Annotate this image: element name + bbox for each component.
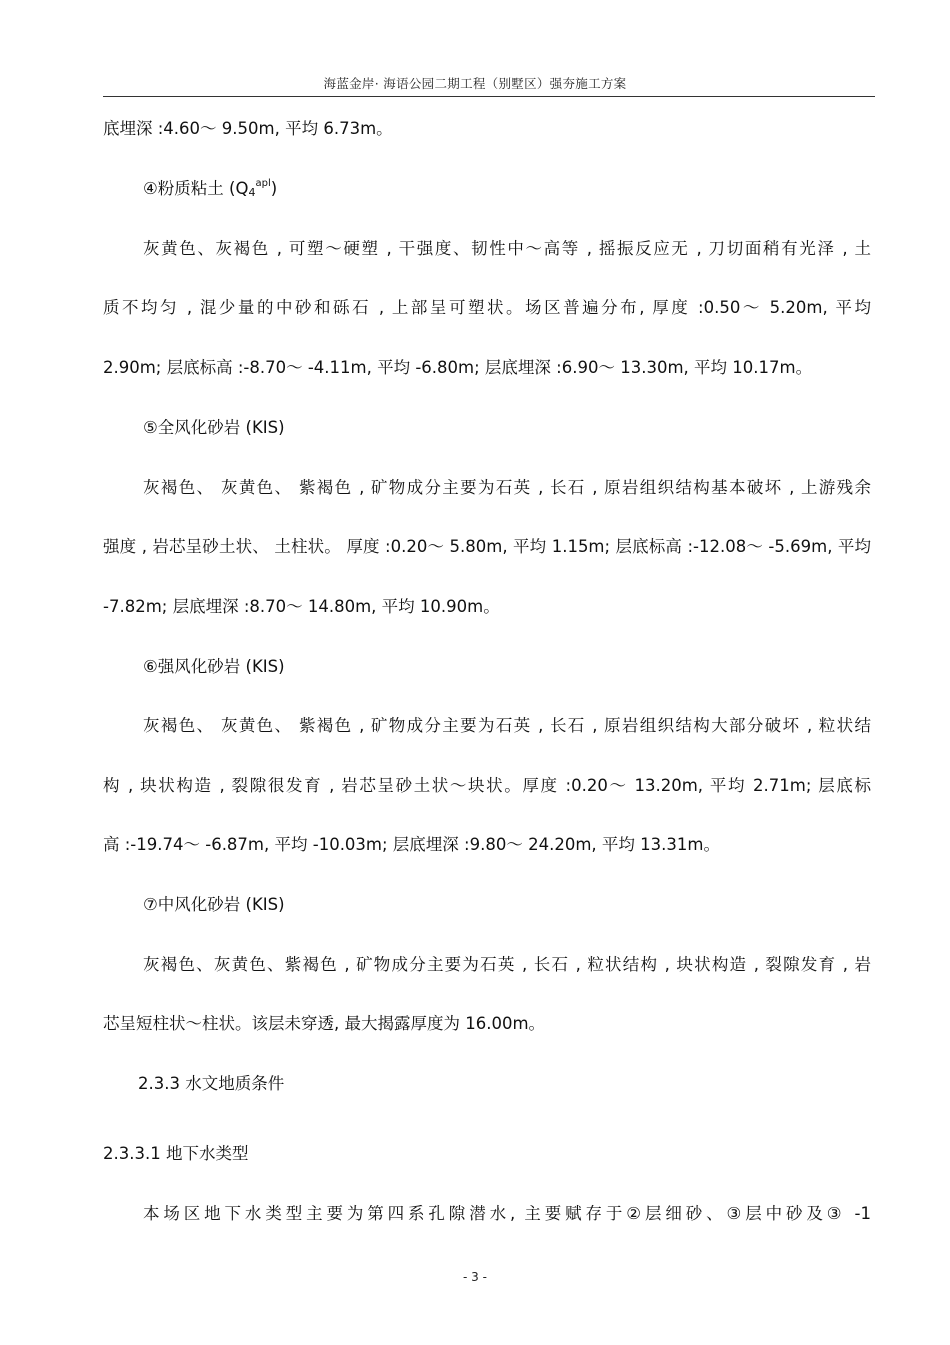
text-line-8: 灰褐色、 灰黄色、 紫褐色 , 矿物成分主要为石英 , 长石 , 原岩组织结构大部分破坏 , 粒状结 bbox=[143, 716, 871, 735]
text-line-7: -7.82m; 层底埋深 :8.70～ 14.80m, 平均 10.90m。 bbox=[103, 597, 500, 616]
text-line-10: 高 :-19.74～ -6.87m, 平均 -10.03m; 层底埋深 :9.80～ 24.20m, 平均 13.31m。 bbox=[103, 835, 720, 854]
text-line-4: 2.90m; 层底标高 :-8.70～ -4.11m, 平均 -6.80m; 层底埋深 :6.90～ 13.30m, 平均 10.17m。 bbox=[103, 358, 813, 377]
text-line-3: 质不均匀 , 混少量的中砂和砾石 , 上部呈可塑状。场区普遍分布, 厚度 :0.50～ 5.20m, 平均 bbox=[103, 298, 871, 317]
running-header: 海蓝金岸· 海语公园二期工程（别墅区）强夯施工方案 bbox=[323, 76, 627, 91]
layer-4-name: ④粉质粘土 (Q bbox=[143, 179, 249, 198]
layer-4-close: ) bbox=[270, 179, 278, 198]
text-line-2: 灰黄色、灰褐色 , 可塑～硬塑 , 干强度、韧性中～高等 , 摇振反应无 , 刀切面稍有光泽 , 土 bbox=[143, 239, 871, 258]
text-line-5: 灰褐色、 灰黄色、 紫褐色 , 矿物成分主要为石英 , 长石 , 原岩组织结构基本破坏 , 上游残余 bbox=[143, 478, 871, 497]
section-heading-2-3-3-1: 2.3.3.1 地下水类型 bbox=[103, 1144, 249, 1163]
text-line-11: 灰褐色、灰黄色、紫褐色 , 矿物成分主要为石英 , 长石 , 粒状结构 , 块状构造 , 裂隙发育 , 岩 bbox=[143, 955, 871, 974]
text-line-1: 底埋深 :4.60～ 9.50m, 平均 6.73m。 bbox=[103, 119, 393, 138]
section-heading-2-3-3: 2.3.3 水文地质条件 bbox=[138, 1074, 285, 1093]
layer-7-heading: ⑦中风化砂岩 (KIS) bbox=[143, 895, 285, 914]
text-line-12: 芯呈短柱状～柱状。该层未穿透, 最大揭露厚度为 16.00m。 bbox=[103, 1014, 546, 1033]
page-number: - 3 - bbox=[463, 1270, 487, 1284]
text-line-6: 强度 , 岩芯呈砂土状、 土柱状。 厚度 :0.20～ 5.80m, 平均 1.15m; 层底标高 :-12.08～ -5.69m, 平均 bbox=[103, 537, 871, 556]
header-rule bbox=[103, 96, 875, 97]
layer-4-superscript: apl bbox=[255, 178, 271, 189]
text-line-13: 本场区地下水类型主要为第四系孔隙潜水, 主要赋存于②层细砂、③层中砂及③ -1 bbox=[143, 1204, 871, 1223]
layer-4-subscript: 4 bbox=[248, 186, 256, 199]
layer-4-heading bbox=[143, 178, 277, 200]
layer-6-heading: ⑥强风化砂岩 (KIS) bbox=[143, 657, 285, 676]
text-line-9: 构 , 块状构造 , 裂隙很发育 , 岩芯呈砂土状～块状。厚度 :0.20～ 13.20m, 平均 2.71m; 层底标 bbox=[103, 776, 871, 795]
layer-5-heading: ⑤全风化砂岩 (KIS) bbox=[143, 418, 285, 437]
